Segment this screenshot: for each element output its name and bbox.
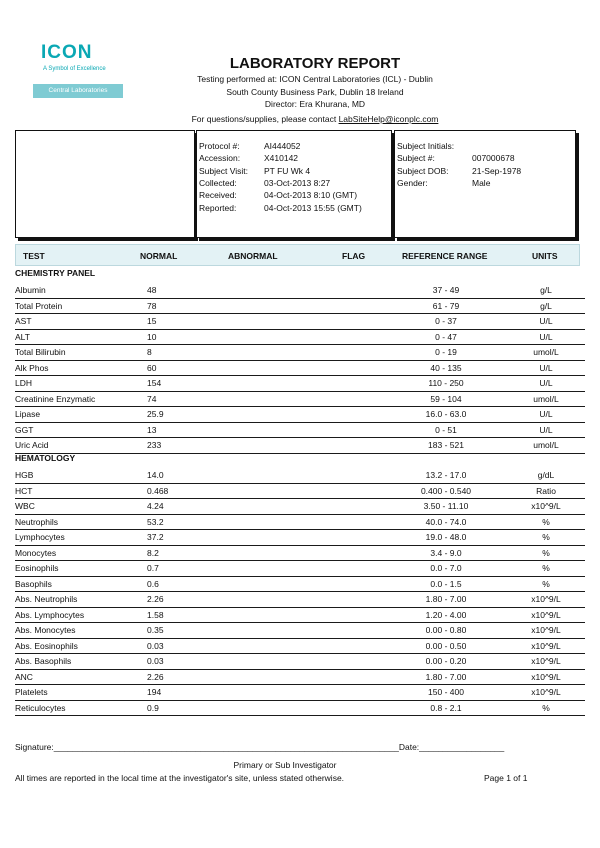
normal-value: 37.2 — [147, 532, 164, 542]
table-row — [15, 700, 585, 717]
units: g/L — [540, 300, 552, 311]
normal-value: 10 — [147, 331, 157, 342]
reference-range: 0.0 - 1.5 — [430, 578, 462, 589]
reference-range: 1.20 - 4.00 — [425, 609, 467, 620]
col-normal: NORMAL — [140, 251, 178, 261]
test-name: Reticulocytes — [15, 702, 66, 713]
normal-value: 8.2 — [147, 547, 159, 558]
subject-label: Subject DOB: — [397, 165, 449, 176]
table-row — [15, 560, 585, 577]
logo-tagline: A Symbol of Excellence — [43, 66, 106, 72]
reference-range: 0.8 - 2.1 — [430, 702, 462, 713]
normal-value: 0.468 — [147, 485, 169, 496]
protocol-label: Subject Visit: — [199, 165, 248, 176]
subject-value: Male — [472, 177, 491, 188]
protocol-label: Protocol #: — [199, 141, 240, 151]
table-row — [15, 638, 585, 655]
test-name: Basophils — [15, 578, 52, 589]
table-row — [15, 622, 585, 639]
table-row — [15, 529, 585, 546]
normal-value: 13 — [147, 424, 157, 435]
normal-value: 2.26 — [147, 594, 164, 604]
subject-value: 21-Sep-1978 — [472, 165, 522, 176]
units: % — [542, 702, 550, 713]
test-name: Total Bilirubin — [15, 347, 66, 357]
protocol-value: X410142 — [264, 153, 299, 164]
table-row — [15, 576, 585, 593]
normal-value: 14.0 — [147, 470, 164, 480]
contact-line — [130, 114, 500, 124]
units: g/L — [540, 285, 552, 295]
reference-range: 19.0 - 48.0 — [425, 532, 467, 542]
table-row — [15, 514, 585, 531]
normal-value: 8 — [147, 347, 152, 357]
units: g/dL — [537, 470, 555, 480]
reference-range: 3.50 - 11.10 — [423, 501, 469, 511]
col-units: UNITS — [532, 251, 558, 261]
normal-value: 233 — [147, 440, 162, 450]
reference-range: 150 - 400 — [428, 687, 464, 697]
reference-range: 59 - 104 — [430, 393, 462, 404]
test-name: HGB — [15, 470, 34, 480]
test-name: GGT — [15, 424, 34, 435]
reference-range: 40 - 135 — [430, 362, 462, 373]
table-row — [15, 422, 585, 439]
reference-range: 16.0 - 63.0 — [425, 409, 467, 419]
header-line-1: Testing performed at: ICON Central Laboratories (ICL) - Dublin — [197, 74, 433, 84]
reference-range: 0.400 - 0.540 — [420, 485, 472, 496]
section-title: HEMATOLOGY — [15, 453, 76, 463]
subject-label: Subject Initials: — [397, 141, 455, 151]
reference-range: 110 - 250 — [428, 378, 464, 388]
reference-range: 1.80 - 7.00 — [425, 671, 467, 682]
reference-range: 1.80 - 7.00 — [425, 594, 467, 604]
units: U/L — [539, 316, 553, 326]
reference-range: 183 - 521 — [428, 440, 464, 450]
table-row — [15, 684, 585, 701]
units: x10^9/L — [531, 640, 561, 651]
normal-value: 0.9 — [147, 702, 159, 713]
test-name: Lipase — [15, 409, 41, 419]
test-name: Total Protein — [15, 300, 63, 311]
table-row — [15, 545, 585, 562]
normal-value: 154 — [147, 378, 162, 388]
units: % — [542, 578, 550, 589]
table-row — [15, 298, 585, 315]
reference-range: 0 - 37 — [435, 316, 457, 326]
logo-band: Central Laboratories — [33, 84, 123, 98]
reference-range: 3.4 - 9.0 — [430, 547, 462, 558]
table-row — [15, 360, 585, 377]
units: % — [542, 532, 550, 542]
protocol-label: Accession: — [199, 153, 241, 164]
table-row — [15, 467, 585, 484]
reference-range: 37 - 49 — [432, 285, 460, 295]
table-row — [15, 344, 585, 361]
subject-label: Subject #: — [397, 153, 435, 164]
units: U/L — [539, 409, 553, 419]
units: x10^9/L — [531, 671, 561, 682]
normal-value: 53.2 — [147, 516, 164, 527]
test-name: ALT — [15, 331, 30, 342]
units: x10^9/L — [531, 594, 561, 604]
units: % — [542, 547, 550, 558]
test-name: Uric Acid — [15, 440, 49, 450]
normal-value: 1.58 — [147, 609, 164, 620]
investigator-label: Primary or Sub Investigator — [233, 760, 337, 770]
reference-range: 0.00 - 0.80 — [425, 625, 467, 635]
units: umol/L — [533, 393, 559, 404]
units: % — [542, 516, 550, 527]
units: x10^9/L — [531, 501, 561, 511]
normal-value: 0.6 — [147, 578, 159, 589]
units: x10^9/L — [531, 687, 561, 697]
reference-range: 0 - 19 — [435, 347, 457, 357]
time-note: All times are reported in the local time at the investigator's site, unless stated otherwise. — [15, 773, 345, 783]
protocol-value: 04-Oct-2013 15:55 (GMT) — [264, 202, 362, 213]
normal-value: 60 — [147, 362, 157, 373]
test-name: Monocytes — [15, 547, 57, 558]
subject-value: 007000678 — [472, 153, 515, 164]
protocol-label: Collected: — [199, 177, 237, 188]
logo-mark — [33, 40, 123, 84]
reference-range: 0.00 - 0.50 — [425, 640, 467, 651]
test-name: WBC — [15, 501, 35, 511]
table-row — [15, 498, 585, 515]
units: x10^9/L — [531, 625, 561, 635]
table-row — [15, 591, 585, 608]
test-name: Creatinine Enzymatic — [15, 393, 96, 404]
test-name: Albumin — [15, 285, 46, 295]
icon-logo — [33, 40, 123, 98]
subject-label: Gender: — [397, 177, 428, 188]
protocol-value: 04-Oct-2013 8:10 (GMT) — [264, 190, 358, 201]
normal-value: 0.35 — [147, 625, 164, 635]
protocol-label: Reported: — [199, 202, 237, 213]
test-name: LDH — [15, 378, 33, 388]
normal-value: 2.26 — [147, 671, 164, 682]
protocol-value: PT FU Wk 4 — [264, 165, 311, 176]
test-name: Alk Phos — [15, 362, 49, 373]
reference-range: 0.0 - 7.0 — [430, 563, 462, 573]
units: U/L — [539, 378, 553, 388]
test-name: Platelets — [15, 687, 48, 697]
col-abnormal: ABNORMAL — [228, 251, 278, 261]
test-name: HCT — [15, 485, 33, 496]
contact-email-link[interactable]: LabSiteHelp@iconplc.com — [338, 114, 439, 124]
units: umol/L — [533, 347, 559, 357]
test-name: Neutrophils — [15, 516, 58, 527]
header-line-2: South County Business Park, Dublin 18 Ireland — [226, 87, 404, 97]
table-row — [15, 391, 585, 408]
table-header — [15, 244, 580, 266]
table-row — [15, 669, 585, 686]
normal-value: 74 — [147, 393, 157, 404]
test-name: AST — [15, 316, 32, 326]
units: U/L — [539, 331, 553, 342]
signature-line: Signature:_________________________________________________________________________Date:__________________ — [15, 742, 505, 752]
reference-range: 0.00 - 0.20 — [425, 656, 467, 666]
blank-info-box — [15, 130, 195, 238]
normal-value: 0.03 — [147, 656, 164, 666]
units: x10^9/L — [531, 656, 561, 666]
units: % — [542, 563, 550, 573]
test-name: ANC — [15, 671, 33, 682]
test-name: Abs. Eosinophils — [15, 640, 78, 651]
normal-value: 48 — [147, 285, 157, 295]
protocol-value: 03-Oct-2013 8:27 — [264, 177, 331, 188]
units: x10^9/L — [531, 609, 561, 620]
reference-range: 13.2 - 17.0 — [425, 470, 467, 480]
protocol-label: Received: — [199, 190, 237, 201]
test-name: Abs. Monocytes — [15, 625, 76, 635]
table-row — [15, 329, 585, 346]
table-row — [15, 653, 585, 670]
reference-range: 40.0 - 74.0 — [425, 516, 467, 527]
units: U/L — [539, 362, 553, 373]
table-row — [15, 375, 585, 392]
table-row — [15, 406, 585, 423]
protocol-value: AI444052 — [264, 141, 301, 151]
col-flag: FLAG — [342, 251, 366, 261]
test-name: Abs. Lymphocytes — [15, 609, 85, 620]
page-number: Page 1 of 1 — [484, 773, 528, 783]
normal-value: 25.9 — [147, 409, 164, 419]
section-title: CHEMISTRY PANEL — [15, 268, 96, 278]
normal-value: 15 — [147, 316, 157, 326]
logo-text: ICON — [41, 42, 93, 63]
header-line-3: Director: Era Khurana, MD — [264, 99, 366, 109]
test-name: Eosinophils — [15, 563, 59, 573]
normal-value: 0.7 — [147, 563, 159, 573]
table-row — [15, 313, 585, 330]
reference-range: 61 - 79 — [432, 300, 460, 311]
reference-range: 0 - 51 — [435, 424, 457, 435]
col-test: TEST — [23, 251, 45, 261]
reference-range: 0 - 47 — [435, 331, 457, 342]
normal-value: 194 — [147, 687, 162, 697]
normal-value: 4.24 — [147, 501, 164, 511]
table-row — [15, 282, 585, 299]
test-name: Abs. Neutrophils — [15, 594, 78, 604]
table-row — [15, 483, 585, 500]
units: U/L — [539, 424, 553, 435]
test-name: Abs. Basophils — [15, 656, 72, 666]
table-row — [15, 437, 585, 454]
table-row — [15, 607, 585, 624]
normal-value: 78 — [147, 300, 157, 311]
contact-prefix: For questions/supplies, please contact — [191, 114, 339, 124]
normal-value: 0.03 — [147, 640, 164, 651]
units: Ratio — [536, 485, 556, 496]
units: umol/L — [533, 440, 559, 450]
test-name: Lymphocytes — [15, 532, 65, 542]
col-reference-range: REFERENCE RANGE — [402, 251, 488, 261]
report-title: LABORATORY REPORT — [229, 55, 401, 72]
